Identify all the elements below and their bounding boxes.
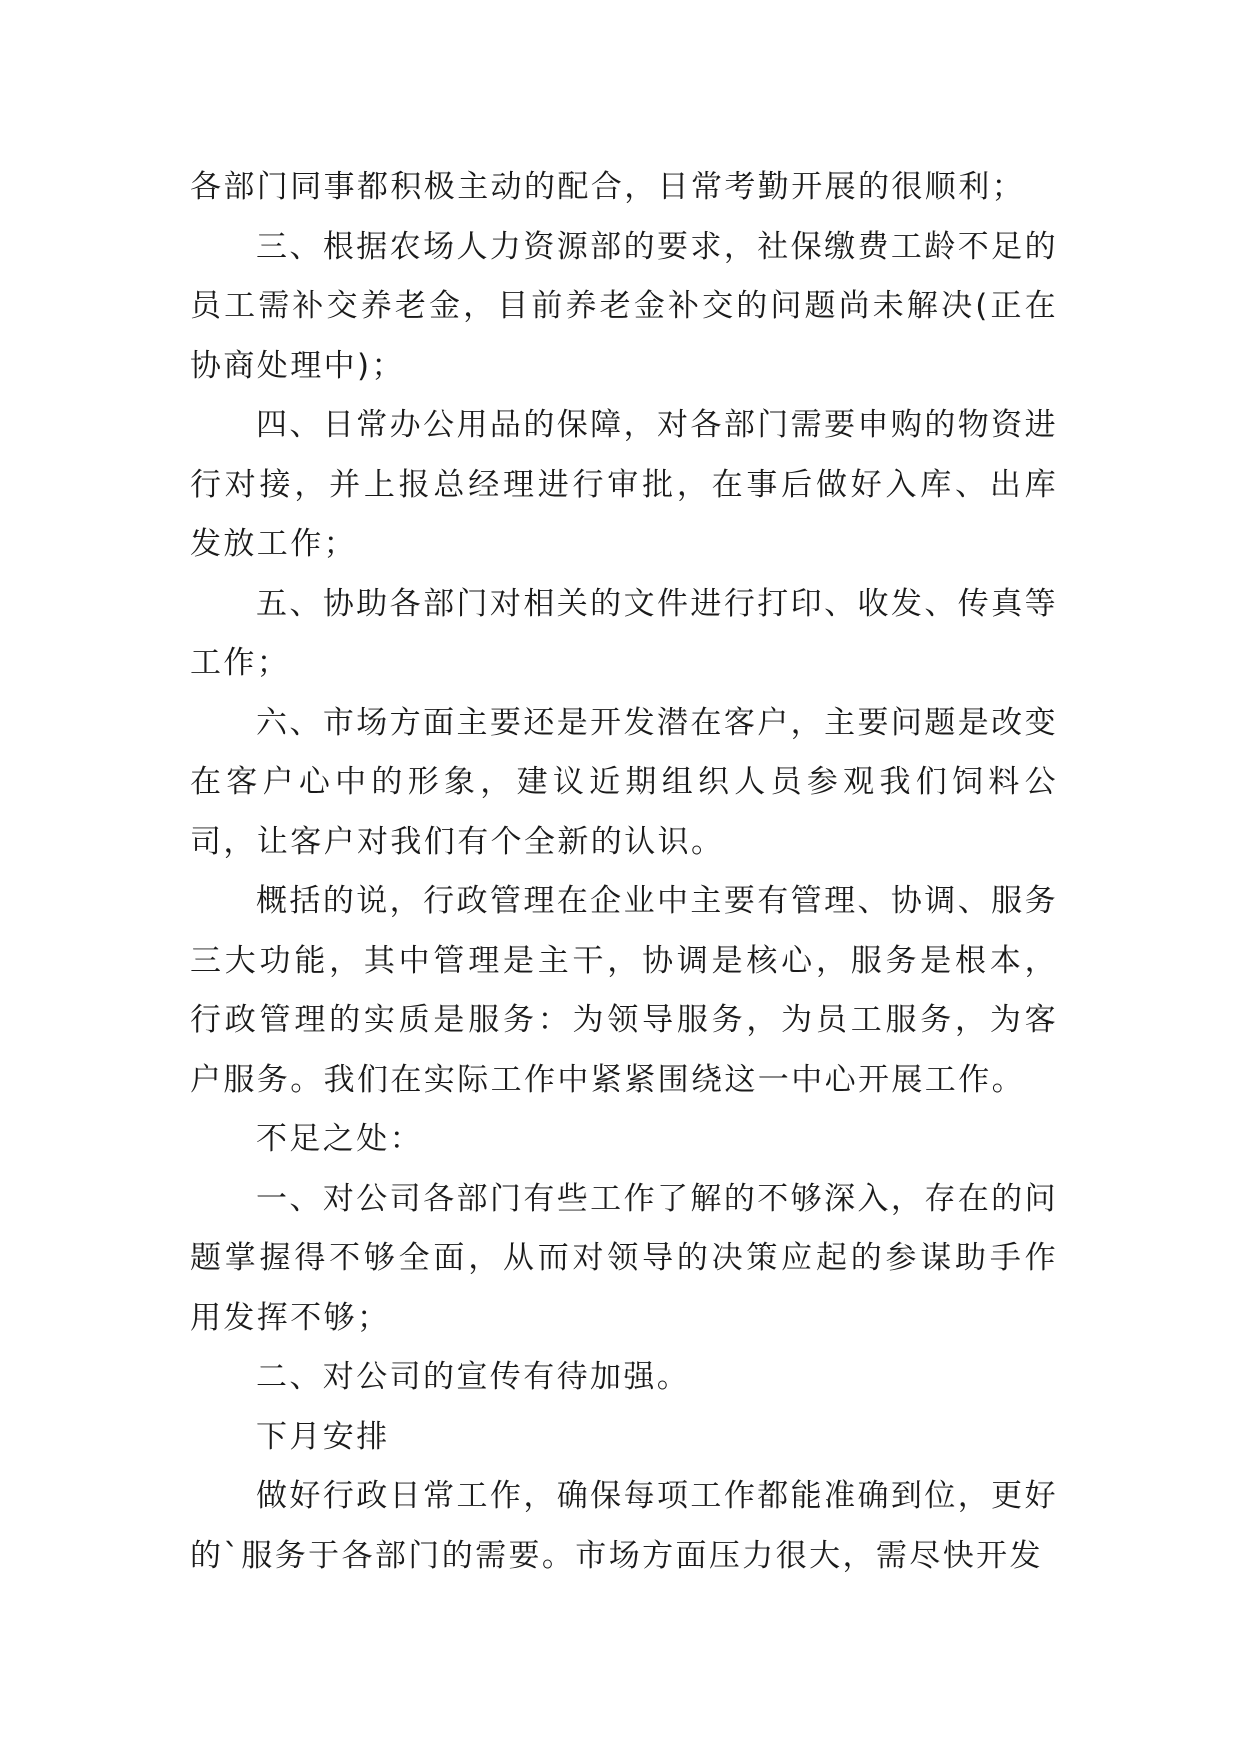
paragraph-item-six: 六、市场方面主要还是开发潜在客户，主要问题是改变在客户心中的形象，建议近期组织人员参观我们饲料公司，让客户对我们有个全新的认识。 xyxy=(190,704,1058,860)
document-body xyxy=(190,158,1058,1586)
heading-next-month-plan: 下月安排 xyxy=(256,1418,390,1455)
heading-shortcomings: 不足之处： xyxy=(256,1121,423,1157)
paragraph-shortcoming-two: 二、对公司的宣传有待加强。 xyxy=(256,1359,691,1395)
paragraph-item-three: 三、根据农场人力资源部的要求，社保缴费工龄不足的员工需补交养老金，目前养老金补交的问题尚未解决(正在协商处理中)； xyxy=(190,228,1058,384)
paragraph-next-month-plan: 做好行政日常工作，确保每项工作都能准确到位，更好的`服务于各部门的需要。市场方面压力很大，需尽快开发 xyxy=(190,1478,1058,1574)
paragraph-shortcoming-one: 一、对公司各部门有些工作了解的不够深入，存在的问题掌握得不够全面，从而对领导的决策应起的参谋助手作用发挥不够； xyxy=(190,1180,1058,1336)
paragraph-summary: 概括的说，行政管理在企业中主要有管理、协调、服务三大功能，其中管理是主干，协调是核心，服务是根本，行政管理的实质是服务：为领导服务，为员工服务，为客户服务。我们在实际工作中紧紧围绕这一中心开展工作。 xyxy=(190,883,1058,1098)
paragraph-item-four: 四、日常办公用品的保障，对各部门需要申购的物资进行对接，并上报总经理进行审批，在事后做好入库、出库发放工作； xyxy=(190,407,1058,562)
paragraph-item-five: 五、协助各部门对相关的文件进行打印、收发、传真等工作； xyxy=(190,585,1058,681)
paragraph-attendance-continued: 各部门同事都积极主动的配合，日常考勤开展的很顺利； xyxy=(190,169,1025,205)
